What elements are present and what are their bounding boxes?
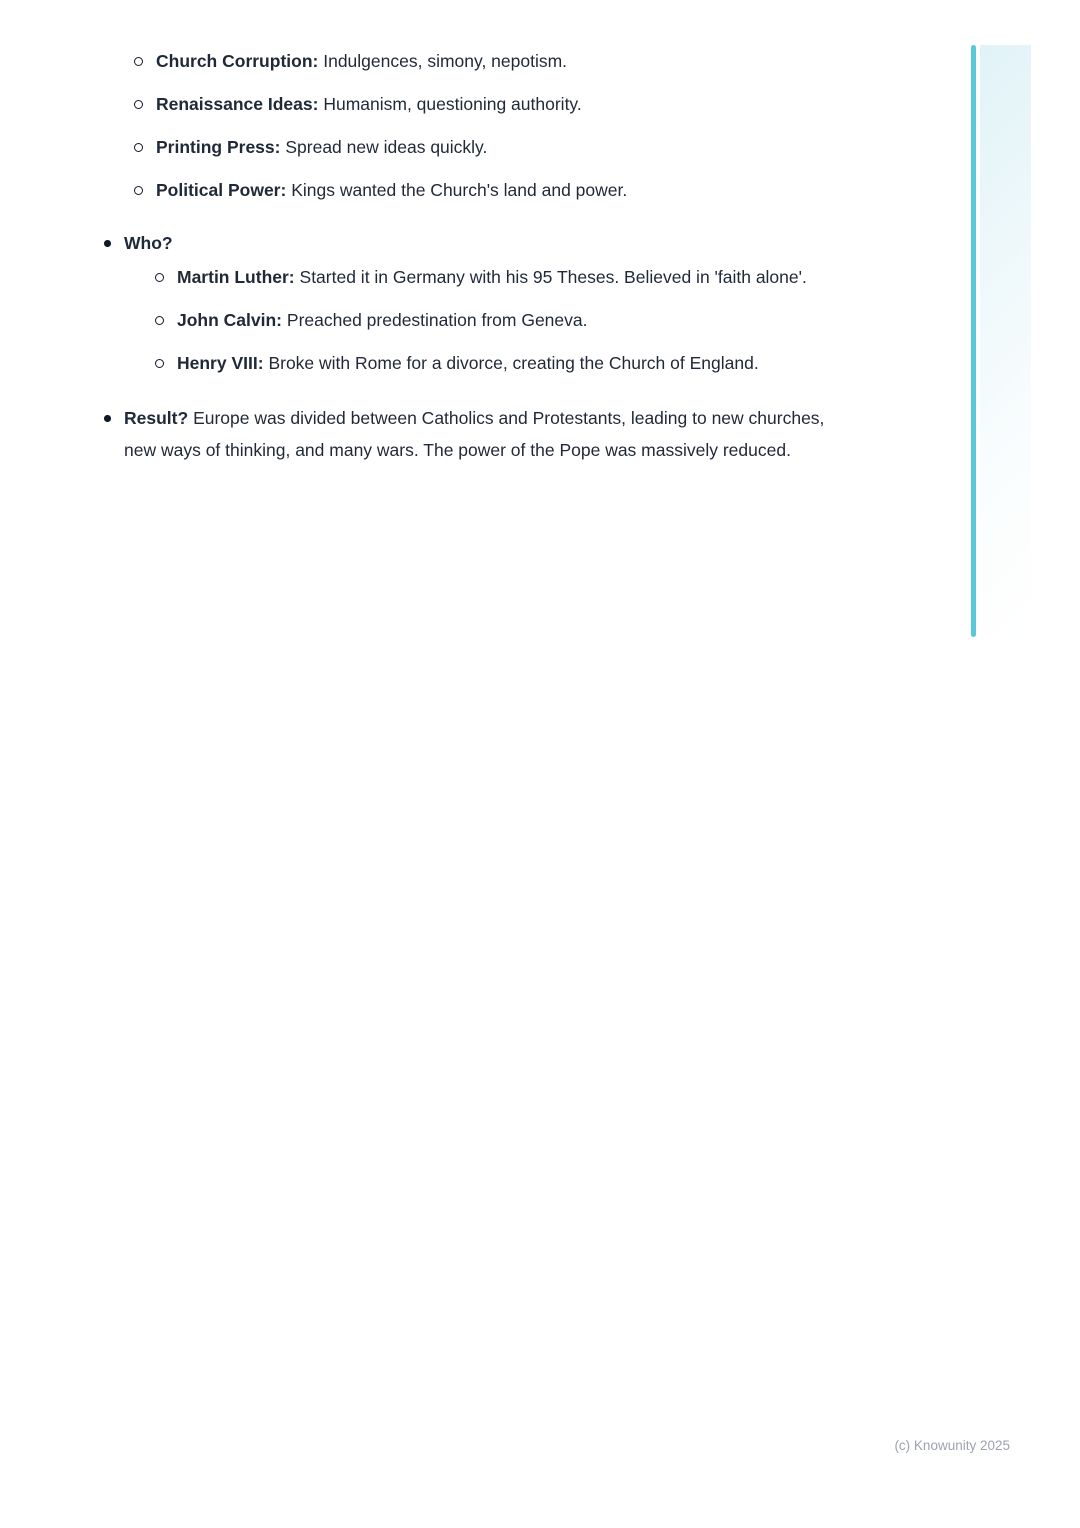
item-text: Europe was divided between Catholics and Protestants, leading to new churches, new ways of thinking, and many wars. The power of the Pope was massively reduced.: [124, 408, 825, 460]
copyright-footer: (c) Knowunity 2025: [894, 1438, 1010, 1453]
list-item: [103, 402, 825, 466]
main-bullet-list: [103, 227, 825, 466]
item-lead: Martin Luther:: [177, 267, 295, 287]
intro-sub-bullet-list: [103, 45, 825, 206]
list-item: [124, 347, 825, 379]
decorative-gradient-panel: [980, 45, 1031, 637]
item-lead: John Calvin:: [177, 310, 283, 330]
list-item: [103, 227, 825, 379]
item-lead: Renaissance Ideas:: [156, 94, 319, 114]
list-item: [103, 131, 825, 163]
list-item: [103, 45, 825, 77]
item-lead: Henry VIII:: [177, 353, 264, 373]
item-lead: Political Power:: [156, 180, 287, 200]
item-text: Indulgences, simony, nepotism.: [323, 51, 568, 71]
item-text: Broke with Rome for a divorce, creating the Church of England.: [268, 353, 759, 373]
item-lead: Result?: [124, 408, 189, 428]
item-lead: Printing Press:: [156, 137, 281, 157]
item-lead: Church Corruption:: [156, 51, 319, 71]
item-text: Preached predestination from Geneva.: [286, 310, 588, 330]
list-item: [103, 88, 825, 120]
item-text: Humanism, questioning authority.: [323, 94, 582, 114]
decorative-accent-line: [971, 45, 976, 637]
item-text: Started it in Germany with his 95 Theses. Believed in 'faith alone'.: [299, 267, 807, 287]
list-item: [124, 261, 825, 293]
item-text: Kings wanted the Church's land and power.: [291, 180, 628, 200]
item-lead: Who?: [124, 233, 173, 253]
document-content: [103, 45, 825, 489]
list-item: [103, 174, 825, 206]
who-sub-bullet-list: [124, 261, 825, 379]
item-text: Spread new ideas quickly.: [285, 137, 488, 157]
list-item: [124, 304, 825, 336]
